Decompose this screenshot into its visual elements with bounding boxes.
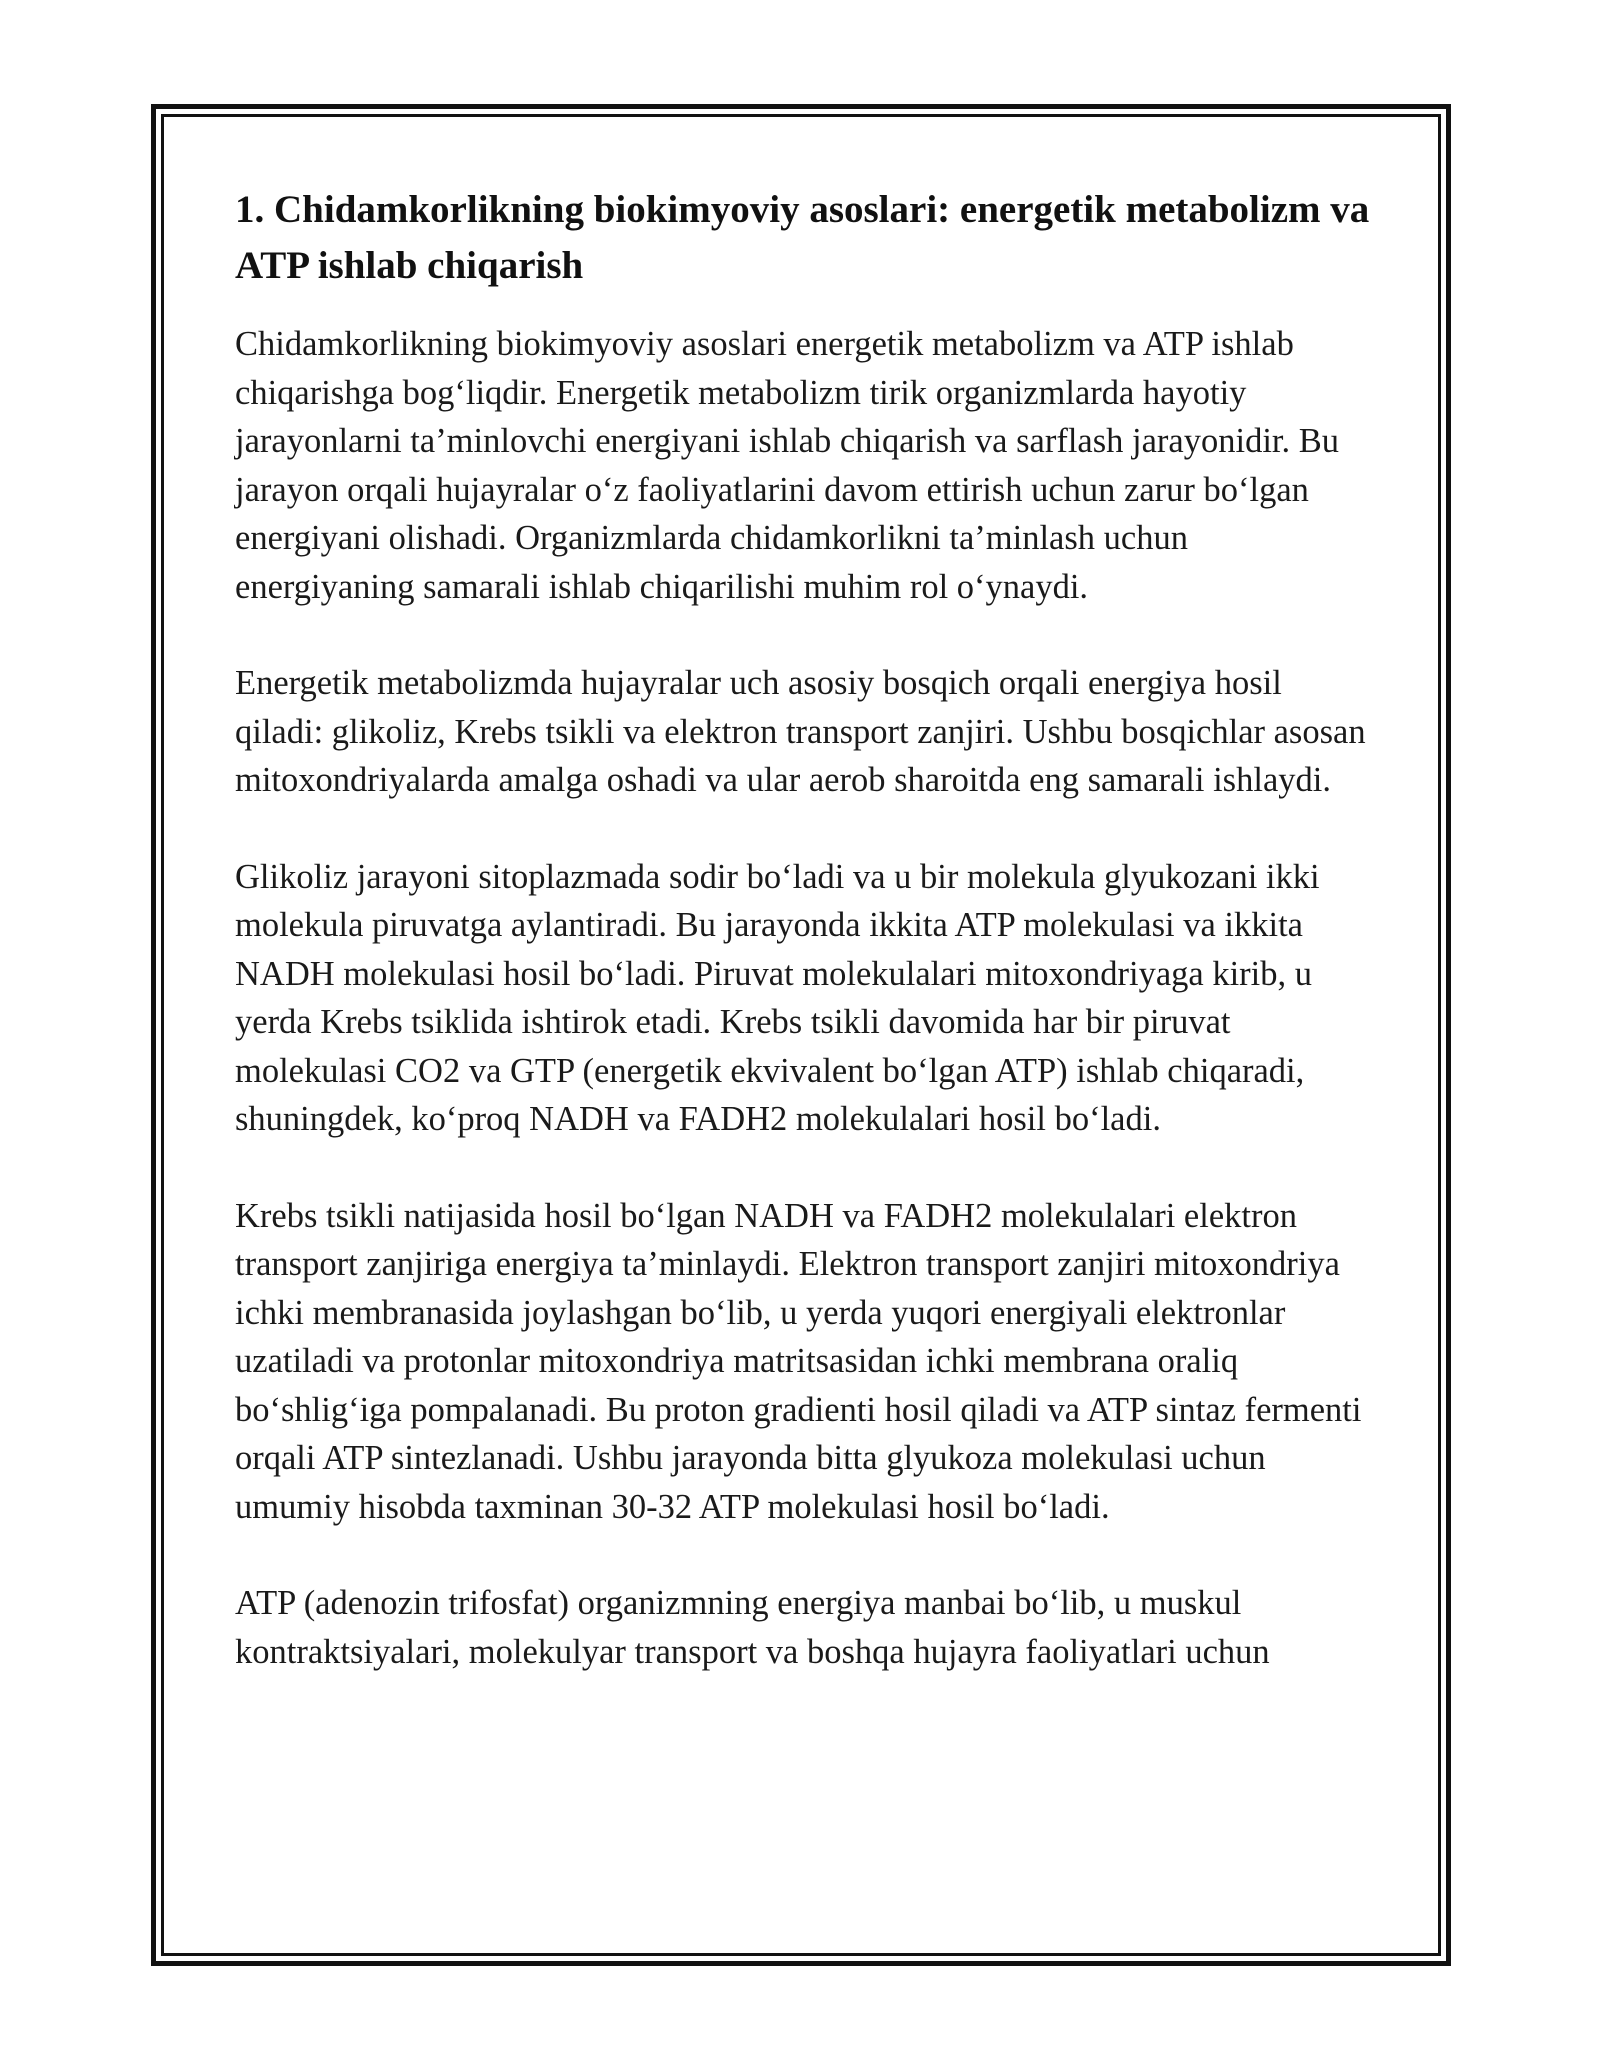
section-heading: 1. Chidamkorlikning biokimyoviy asoslari: energetik metabolizm va ATP ishlab chiqarish <box>235 188 1370 287</box>
paragraph-three-stages: Energetik metabolizmda hujayralar uch asosiy bosqich orqali energiya hosil qiladi: glikoliz, Krebs tsikli va elektron transport zanjiri. Ushbu bosqichlar asosan mitoxondriyalarda amalga oshadi va ular aerob sharoitda eng samarali ishlaydi. <box>235 664 1366 799</box>
document-body <box>235 182 1375 1724</box>
paragraph-atp: ATP (adenozin trifosfat) organizmning energiya manbai bo‘lib, u muskul kontraktsiyalari, molekulyar transport va boshqa hujayra faoliyatlari uchun <box>235 1584 1270 1671</box>
paragraph-energetic-metabolism: Chidamkorlikning biokimyoviy asoslari energetik metabolizm va ATP ishlab chiqarishga bog‘liqdir. Energetik metabolizm tirik organizmlarda hayotiy jarayonlarni ta’minlovchi energiyani ishlab chiqarish va sarflash jarayonidir. Bu jarayon orqali hujayralar o‘z faoliyatlarini davom ettirish uchun zarur bo‘lgan energiyani olishadi. Organizmlarda chidamkorlikni ta’minlash uchun energiyaning samarali ishlab chiqarilishi muhim rol o‘ynaydi. <box>235 325 1339 606</box>
paragraph-electron-transport: Krebs tsikli natijasida hosil bo‘lgan NADH va FADH2 molekulalari elektron transport zanjiriga energiya ta’minlaydi. Elektron transport zanjiri mitoxondriya ichki membranasida joylashgan bo‘lib, u yerda yuqori energiyali elektronlar uzatiladi va protonlar mitoxondriya matritsasidan ichki membrana oraliq bo‘shlig‘iga pompalanadi. Bu proton gradienti hosil qiladi va ATP sintaz fermenti orqali ATP sintezlanadi. Ushbu jarayonda bitta glyukoza molekulasi uchun umumiy hisobda taxminan 30-32 ATP molekulasi hosil bo‘ladi. <box>235 1196 1362 1526</box>
paragraph-glycolysis-krebs: Glikoliz jarayoni sitoplazmada sodir bo‘ladi va u bir molekula glyukozani ikki molekula piruvatga aylantiradi. Bu jarayonda ikkita ATP molekulasi va ikkita NADH molekulasi hosil bo‘ladi. Piruvat molekulalari mitoxondriyaga kirib, u yerda Krebs tsiklida ishtirok etadi. Krebs tsikli davomida har bir piruvat molekulasi CO2 va GTP (energetik ekvivalent bo‘lgan ATP) ishlab chiqaradi, shuningdek, ko‘proq NADH va FADH2 molekulalari hosil bo‘ladi. <box>235 857 1320 1138</box>
